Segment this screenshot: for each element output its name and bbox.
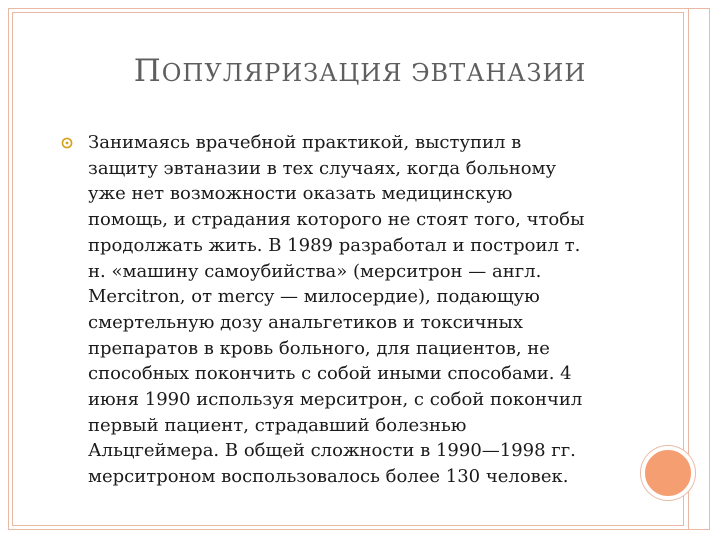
frame-vertical-line [688,8,689,530]
paragraph-line: помощь, и страдания которого не стоят того, чтобы [88,209,585,231]
paragraph-line: Занимаясь врачебной практикой, выступил в [88,132,522,153]
bullet-paragraph [88,130,648,490]
paragraph-line: Альцгеймера. В общей сложности в 1990—1998 гг. [88,440,576,462]
paragraph-line: первый пациент, страдавший болезнью [88,414,467,436]
paragraph-line: мерситроном воспользовалось более 130 человек. [88,466,569,488]
paragraph-line: способных покончить с собой иными способами. 4 [88,363,572,385]
slide-title [40,53,680,89]
paragraph-line: Mercitron, от mercy — милосердие), подающую [88,286,540,308]
paragraph-line: защиту эвтаназии в тех случаях, когда больному [88,157,557,179]
paragraph-line: уже нет возможности оказать медицинскую [88,183,513,205]
title-rest: ОПУЛЯРИЗАЦИЯ ЭВТАНАЗИИ [161,59,587,87]
title-first-letter: П [133,53,162,89]
paragraph-line: смертельную дозу анальгетиков и токсичных [88,311,524,333]
paragraph-line: н. «машину самоубийства» (мерситрон — англ. [88,260,542,282]
paragraph-line: продолжать жить. В 1989 разработал и построил т. [88,234,581,256]
paragraph-line: июня 1990 используя мерситрон, с собой покончил [88,389,583,411]
accent-circle [641,446,695,500]
gold-circle-bullet-icon [61,137,73,149]
paragraph-line: препаратов в кровь больного, для пациентов, не [88,337,550,359]
